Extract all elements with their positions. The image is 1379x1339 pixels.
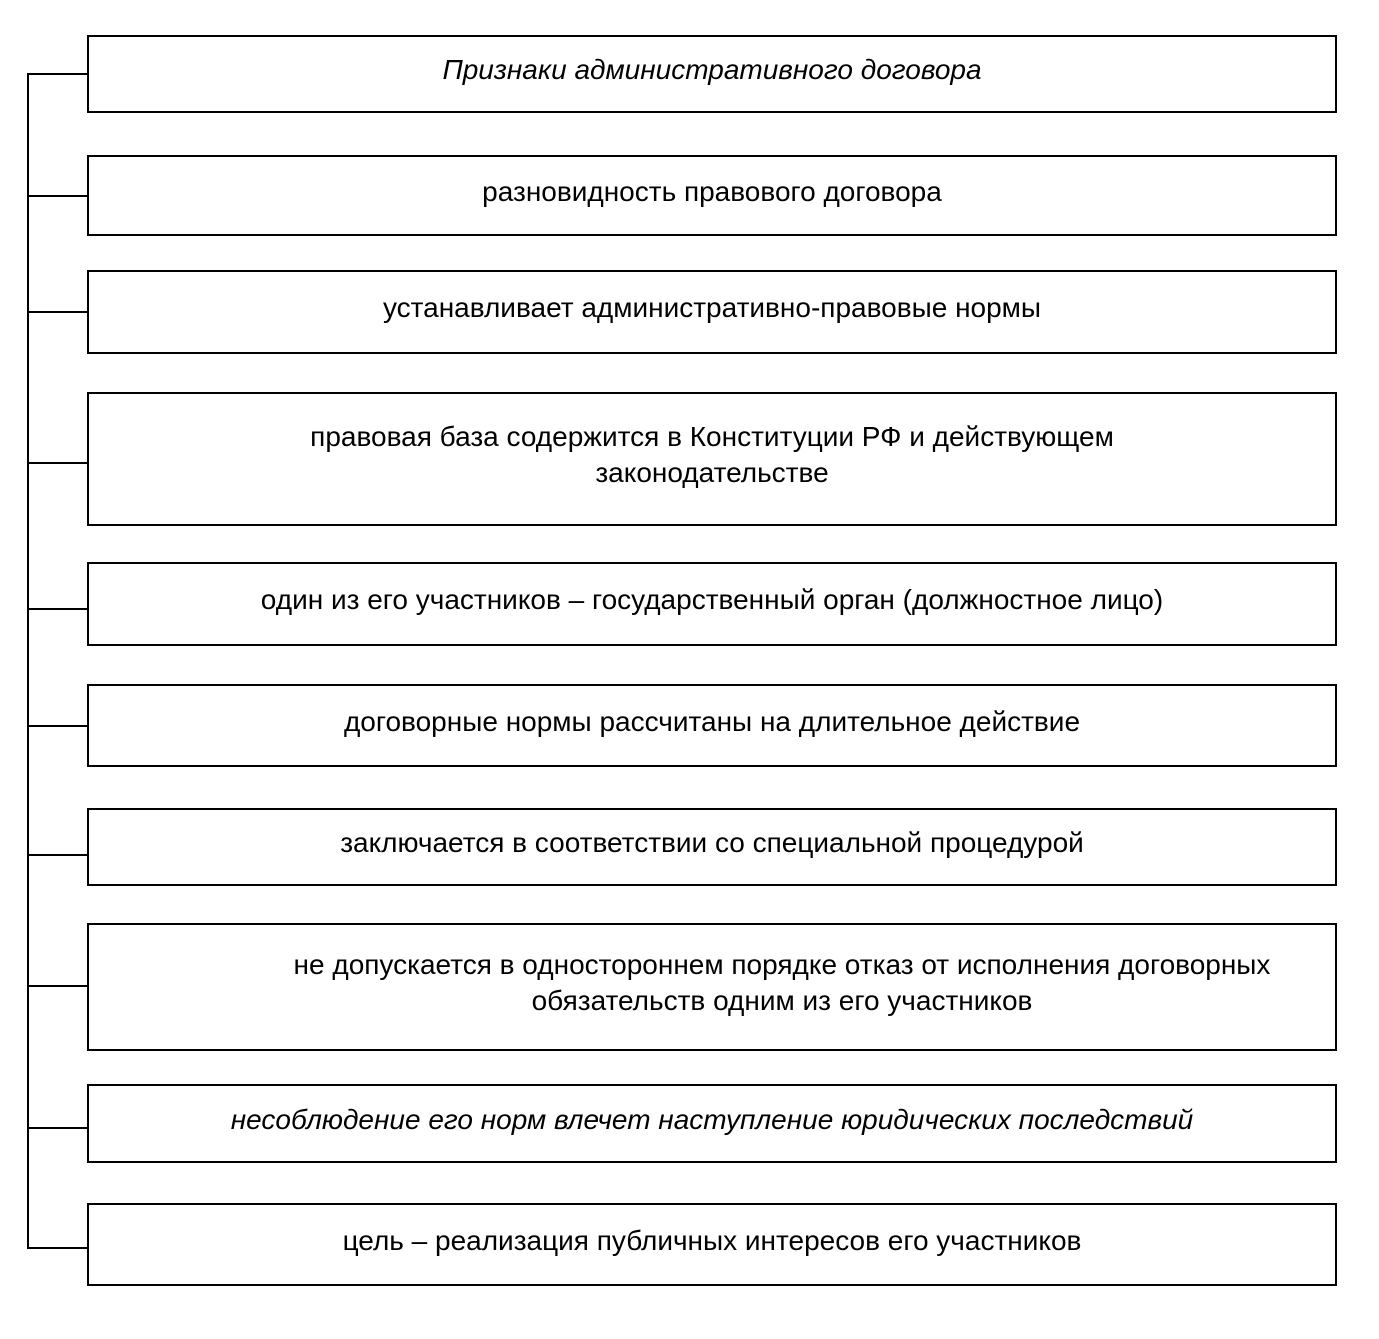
feature-box: заключается в соответствии со специальной процедурой xyxy=(87,808,1337,886)
feature-box: правовая база содержится в Конституции РФ и действующем законодательстве xyxy=(87,392,1337,526)
feature-box: не допускается в одностороннем порядке отказ от исполнения договорных обязательств одним из его участников xyxy=(87,923,1337,1051)
connector xyxy=(27,1127,88,1129)
connector xyxy=(27,985,88,987)
feature-box: устанавливает административно-правовые нормы xyxy=(87,270,1337,354)
diagram-title-box: Признаки административного договора xyxy=(87,35,1337,113)
feature-box: несоблюдение его норм влечет наступление юридических последствий xyxy=(87,1084,1337,1163)
connector xyxy=(27,608,88,610)
connector xyxy=(27,854,88,856)
connector xyxy=(27,462,88,464)
feature-box: договорные нормы рассчитаны на длительное действие xyxy=(87,684,1337,767)
connector xyxy=(27,73,88,75)
connector xyxy=(27,725,88,727)
feature-box: цель – реализация публичных интересов его участников xyxy=(87,1203,1337,1286)
feature-box: разновидность правового договора xyxy=(87,155,1337,236)
connector xyxy=(27,1247,88,1249)
connector xyxy=(27,311,88,313)
connector xyxy=(27,195,88,197)
feature-box: один из его участников – государственный орган (должностное лицо) xyxy=(87,562,1337,646)
connector-spine xyxy=(27,74,29,1249)
